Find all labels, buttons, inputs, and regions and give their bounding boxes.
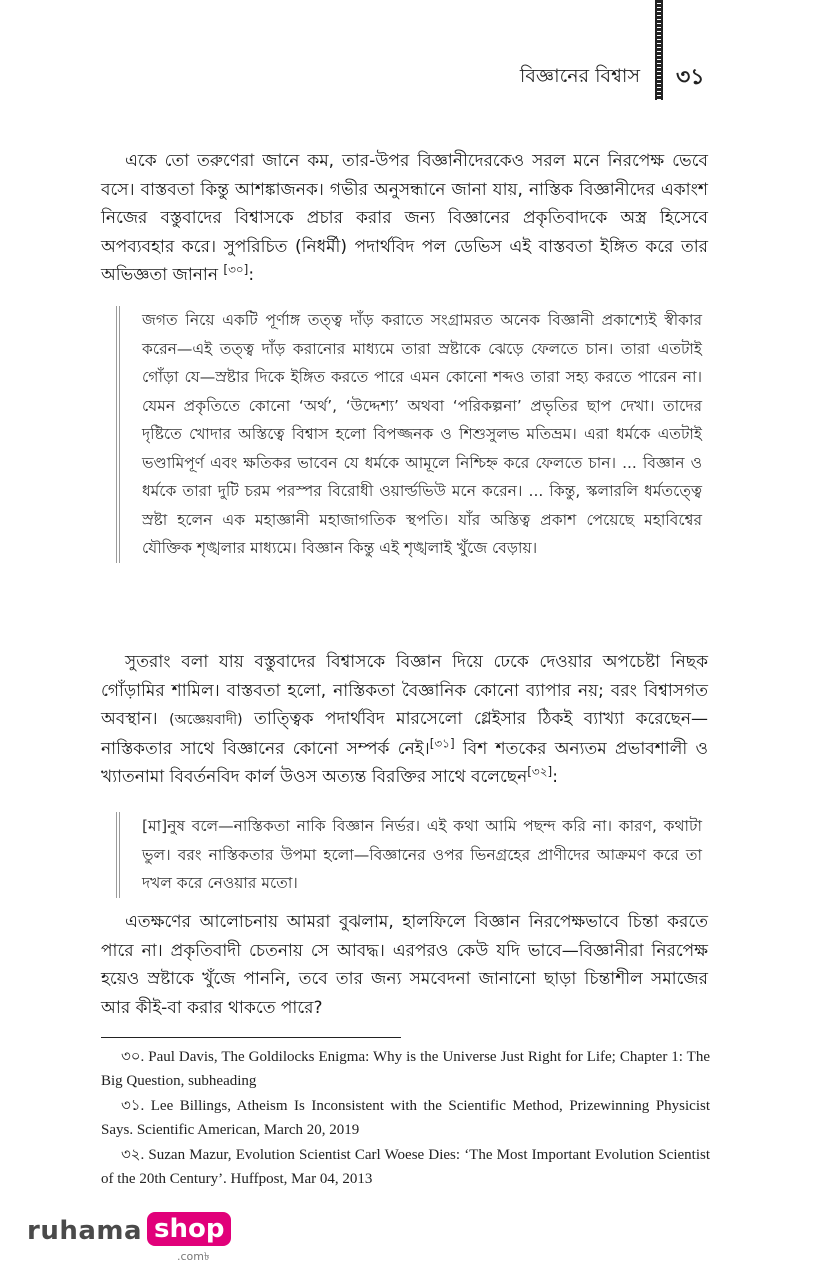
citation-ref-30: [৩০]: [223, 262, 249, 277]
paragraph-conclusion-colon: :: [552, 767, 558, 787]
logo-suffix: .com৳: [177, 1250, 210, 1263]
running-title: বিজ্ঞানের বিশ্বাস: [519, 65, 640, 87]
logo-word-shop: shop: [147, 1212, 231, 1246]
paragraph-conclusion-text-a: সুতরাং বলা যায় বস্তুবাদের বিশ্বাসকে বিজ্ঞান দিয়ে ঢেকে দেওয়ার অপচেষ্টা নিছক গোঁড়ামির শামিল। বাস্তবতা হলো, নাস্তিকতা বৈজ্ঞানিক কোনো ব্যাপার নয়; বরং বিশ্বাসগত অবস্থান।: [101, 652, 708, 729]
footnote-32: ৩২. Suzan Mazur, Evolution Scientist Carl Woese Dies: ‘The Most Important Evolution Scientist of the 20th Century’. Huffpost, Mar 04, 2013: [101, 1147, 710, 1187]
blockquote-davies: জগত নিয়ে একটি পূর্ণাঙ্গ তত্ত্ব দাঁড় করাতে সংগ্রামরত অনেক বিজ্ঞানী প্রকাশ্যেই স্বীকার করেন—এই তত্ত্ব দাঁড় করানোর মাধ্যমে তারা স্রষ্টাকে ঝেড়ে ফেলতে চান। তারা এতটাই গোঁড়া যে—স্রষ্টার দিকে ইঙ্গিত করতে পারে এমন কোনো শব্দও তারা সহ্য করতে পারেন না। যেমন প্রকৃতিতে কোনো ‘অর্থ’, ‘উদ্দেশ্য’ অথবা ‘পরিকল্পনা’ প্রভৃতির ছাপ দেখা। তাদের দৃষ্টিতে খোদার অস্তিত্বে বিশ্বাস হলো বিপজ্জনক ও শিশুসুলভ মতিভ্রম। এরা ধর্মকে এতটাই ভণ্ডামিপূর্ণ এবং ক্ষতিকর ভাবেন যে ধর্মকে আমূলে নিশ্চিহ্ন করে ফেলতে চান। ... বিজ্ঞান ও ধর্মকে তারা দুটি চরম পরস্পর বিরোধী ওয়ার্ল্ডভিউ মনে করেন। ... কিন্তু, স্কলারলি ধর্মতত্ত্বে স্রষ্টা হলেন এক মহাজ্ঞানী মহাজাগতিক স্থপতি। যাঁর অস্তিত্ব প্রকাশ পেয়েছে মহাবিশ্বের যৌক্তিক শৃঙ্খলার মাধ্যমে। বিজ্ঞান কিন্তু এই শৃঙ্খলাই খুঁজে বেড়ায়।: [116, 306, 702, 563]
paragraph-final: এতক্ষণের আলোচনায় আমরা বুঝলাম, হালফিলে বিজ্ঞান নিরপেক্ষভাবে চিন্তা করতে পারে না। প্রকৃতিবাদী চেতনায় সে আবদ্ধ। এরপরও কেউ যদি ভাবে—বিজ্ঞানীরা নিরপেক্ষ হয়েও স্রষ্টাকে খুঁজে পাননি, তবে তার জন্য সমবেদনা জানানো ছাড়া চিন্তাশীল সমাজের আর কীই-বা করার থাকতে পারে?: [101, 912, 708, 1018]
page-number: ৩১: [676, 65, 705, 90]
paragraph-conclusion-text-b: তাত্ত্বিক পদার্থবিদ মারসেলো গ্লেইসার ঠিকই ব্যাখ্যা করেছেন—নাস্তিকতার সাথে বিজ্ঞানের কোনো সম্পর্ক নেই।: [101, 709, 709, 759]
blockquote-woese: [মা]নুষ বলে—নাস্তিকতা নাকি বিজ্ঞান নির্ভর। এই কথা আমি পছন্দ করি না। কারণ, কথাটা ভুল। বরং নাস্তিকতার উপমা হলো—বিজ্ঞানের ওপর ভিনগ্রহের প্রাণীদের আক্রমণ করে তা দখল করে নেওয়ার মতো।: [116, 812, 702, 898]
paragraph-intro-colon: :: [248, 265, 255, 285]
footnote-separator: [101, 1037, 401, 1038]
agnostic-parenthetical: (অজ্ঞেয়বাদী): [169, 712, 243, 728]
paragraph-intro: [101, 147, 708, 290]
footnote-30: ৩০. Paul Davis, The Goldilocks Enigma: Why is the Universe Just Right for Life; Chapter 1: The Big Question, subheading: [101, 1049, 710, 1089]
footnote-31: ৩১. Lee Billings, Atheism Is Inconsistent with the Scientific Method, Prizewinning Physicist Says. Scientific American, March 20, 2019: [101, 1098, 710, 1138]
paragraph-conclusion-atheism: [101, 648, 708, 792]
paragraph-conclusion-text-c: বিশ শতকের অন্যতম প্রভাবশালী ও খ্যাতনামা বিবর্তনবিদ কার্ল উওস অত্যন্ত বিরক্তির সাথে বলেছেন: [101, 738, 708, 787]
citation-ref-32: [৩২]: [527, 764, 553, 779]
logo-word-ruhama: ruhama: [27, 1216, 143, 1246]
citation-ref-31: [৩১]: [429, 735, 455, 750]
ruhamashop-logo: [27, 1212, 227, 1262]
paragraph-intro-text: একে তো তরুণেরা জানে কম, তার-উপর বিজ্ঞানীদেরকেও সরল মনে নিরপেক্ষ ভেবে বসে। বাস্তবতা কিন্তু আশঙ্কাজনক। গভীর অনুসন্ধানে জানা যায়, নাস্তিক বিজ্ঞানীদের একাংশ নিজের বস্তুবাদের বিশ্বাসকে প্রচার করার জন্য বিজ্ঞানের প্রকৃতিবাদকে অস্ত্র হিসেবে অপব্যবহার করে। সুপরিচিত (নিধর্মী) পদার্থবিদ পল ডেভিস এই বাস্তবতা ইঙ্গিত করে তার অভিজ্ঞতা জানান: [101, 151, 708, 285]
header-decorative-rule: [655, 0, 663, 100]
